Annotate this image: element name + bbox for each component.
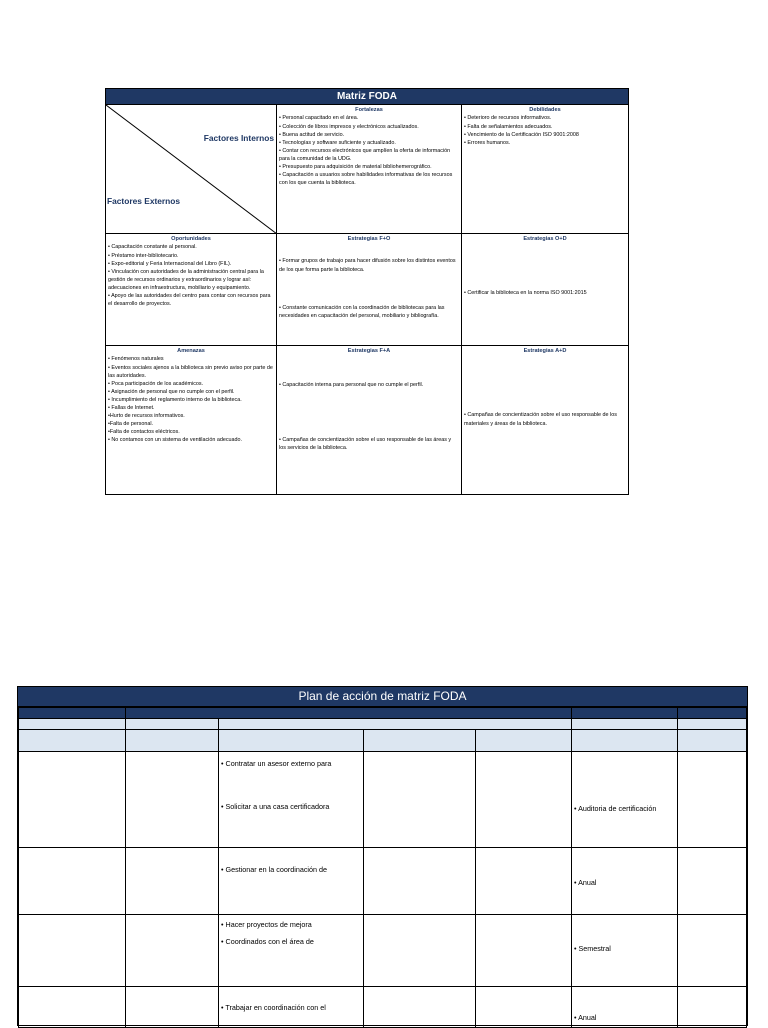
debilidades-header: Debilidades (529, 107, 561, 113)
list-item: • Formar grupos de trabajo para hacer difusión sobre los distintos eventos de los que forma parte la biblioteca. (279, 258, 456, 273)
list-item: • Incumplimiento del reglamento interno de la biblioteca. (108, 396, 242, 403)
estrategias-fa-header: Estrategias F+A (347, 348, 391, 354)
foda-title: Matriz FODA (106, 89, 628, 105)
oportunidades-header: Oportunidades (171, 236, 211, 242)
table-header-row (19, 719, 747, 730)
list-item: • Buena actitud de servicio. (279, 131, 345, 138)
list-item: • Contar con recursos electrónicos que amplíen la oferta de información para la comunidad de la UDG. (279, 147, 451, 162)
estrategias-fa-cell (277, 346, 462, 495)
list-item: • Colección de libros impresos y electrónicos actualizados. (279, 123, 419, 130)
action-text: • Trabajar en coordinación con el (221, 1003, 326, 1012)
list-item: • Certificar la biblioteca en la norma ISO 9001:2015 (464, 290, 587, 297)
period-text: • Semestral (574, 944, 611, 953)
table-header-row (19, 708, 747, 719)
action-text: • Solicitar a una casa certificadora (221, 802, 330, 811)
action-plan-table (17, 686, 748, 1026)
list-item: • Campañas de concientización sobre el uso responsable de los materiales y áreas de la biblioteca. (464, 412, 617, 427)
fortalezas-header: Fortalezas (355, 107, 383, 113)
diagonal-line (106, 105, 277, 234)
estrategias-fo-header: Estrategias F+O (347, 236, 391, 242)
list-item: • Asignación de personal que no cumple con el perfil. (108, 388, 235, 395)
amenazas-header: Amenazas (177, 348, 205, 354)
list-item: • Capacitación a usuarios sobre habilidades informativas de los recursos con los que cuenta la biblioteca. (279, 172, 453, 187)
list-item: • Presupuesto para adquisición de material bibliohemerográfico. (279, 164, 432, 171)
list-item: •Falta de personal. (108, 421, 154, 428)
factores-externos-label: Factores Externos (107, 196, 181, 206)
list-item: • No contamos con un sistema de ventilación adecuado. (108, 437, 243, 444)
list-item: • Capacitación constante al personal. (108, 244, 197, 251)
list-item: • Tecnologías y software suficiente y actualizado. (279, 139, 396, 146)
list-item: • Constante comunicación con la coordinación de bibliotecas para las necesidades en capacitación del personal, mobiliario y bibliografía. (279, 304, 445, 319)
action-text: • Contratar un asesor externo para (221, 759, 332, 768)
list-item: • Deterioro de recursos informativos. (464, 115, 552, 122)
list-item: • Poca participación de los académicos. (108, 380, 204, 387)
list-item: •Falta de contactos eléctricos. (108, 429, 180, 436)
action-text: • Hacer proyectos de mejora (221, 920, 312, 929)
list-item: • Expo-editorial y Feria Internacional del Libro (FIL). (108, 260, 232, 267)
list-item: • Vinculación con autoridades de la administración central para la gestión de recursos ordinarios y extraordinarios y lograr así: adecuaciones en infraestructura, mobiliario y equipamiento. (108, 268, 264, 291)
list-item: • Fallas de Internet. (108, 405, 155, 412)
table-row (19, 915, 747, 987)
list-item: • Fenómenos naturales (108, 356, 164, 363)
list-item: •Hurto de recursos informativos. (108, 413, 185, 420)
period-text: • Anual (574, 878, 597, 887)
action-text: • Gestionar en la coordinación de (221, 865, 328, 874)
table-header-row (19, 730, 747, 752)
list-item: • Vencimiento de la Certificación ISO 9001:2008 (464, 131, 579, 138)
amenazas-cell (106, 346, 277, 495)
list-item: • Errores humanos. (464, 139, 511, 146)
table-row (19, 752, 747, 848)
list-item: • Préstamo inter-bibliotecario. (108, 252, 179, 259)
list-item: • Falta de señalamientos adecuados. (464, 123, 553, 130)
table-row (19, 987, 747, 1028)
factors-corner-cell (106, 105, 277, 234)
foda-matrix (105, 88, 629, 495)
list-item: • Apoyo de las autoridades del centro para contar con recursos para el desarrollo de proyectos. (108, 293, 271, 308)
debilidades-cell (462, 105, 628, 234)
estrategias-ad-cell (462, 346, 628, 495)
factores-internos-label: Factores Internos (203, 133, 274, 143)
action-text: • Coordinados con el área de (221, 937, 314, 946)
list-item: • Campañas de concientización sobre el uso responsable de las áreas y los servicios de la biblioteca. (279, 436, 452, 451)
list-item: • Capacitación interna para personal que no cumple el perfil. (279, 382, 424, 389)
period-text: • Auditoria de certificación (574, 804, 657, 813)
oportunidades-cell (106, 234, 277, 346)
list-item: • Eventos sociales ajenos a la biblioteca sin previo aviso por parte de las autoridades. (108, 364, 273, 379)
estrategias-fo-cell (277, 234, 462, 346)
estrategias-ad-header: Estrategias A+D (523, 348, 567, 354)
estrategias-od-cell (462, 234, 628, 346)
table-row (19, 848, 747, 915)
plan-title: Plan de acción de matriz FODA (18, 687, 747, 707)
estrategias-od-header: Estrategias O+D (523, 236, 567, 242)
period-text: • Anual (574, 1013, 597, 1022)
list-item: • Personal capacitado en el área. (279, 115, 359, 122)
fortalezas-cell (277, 105, 462, 234)
